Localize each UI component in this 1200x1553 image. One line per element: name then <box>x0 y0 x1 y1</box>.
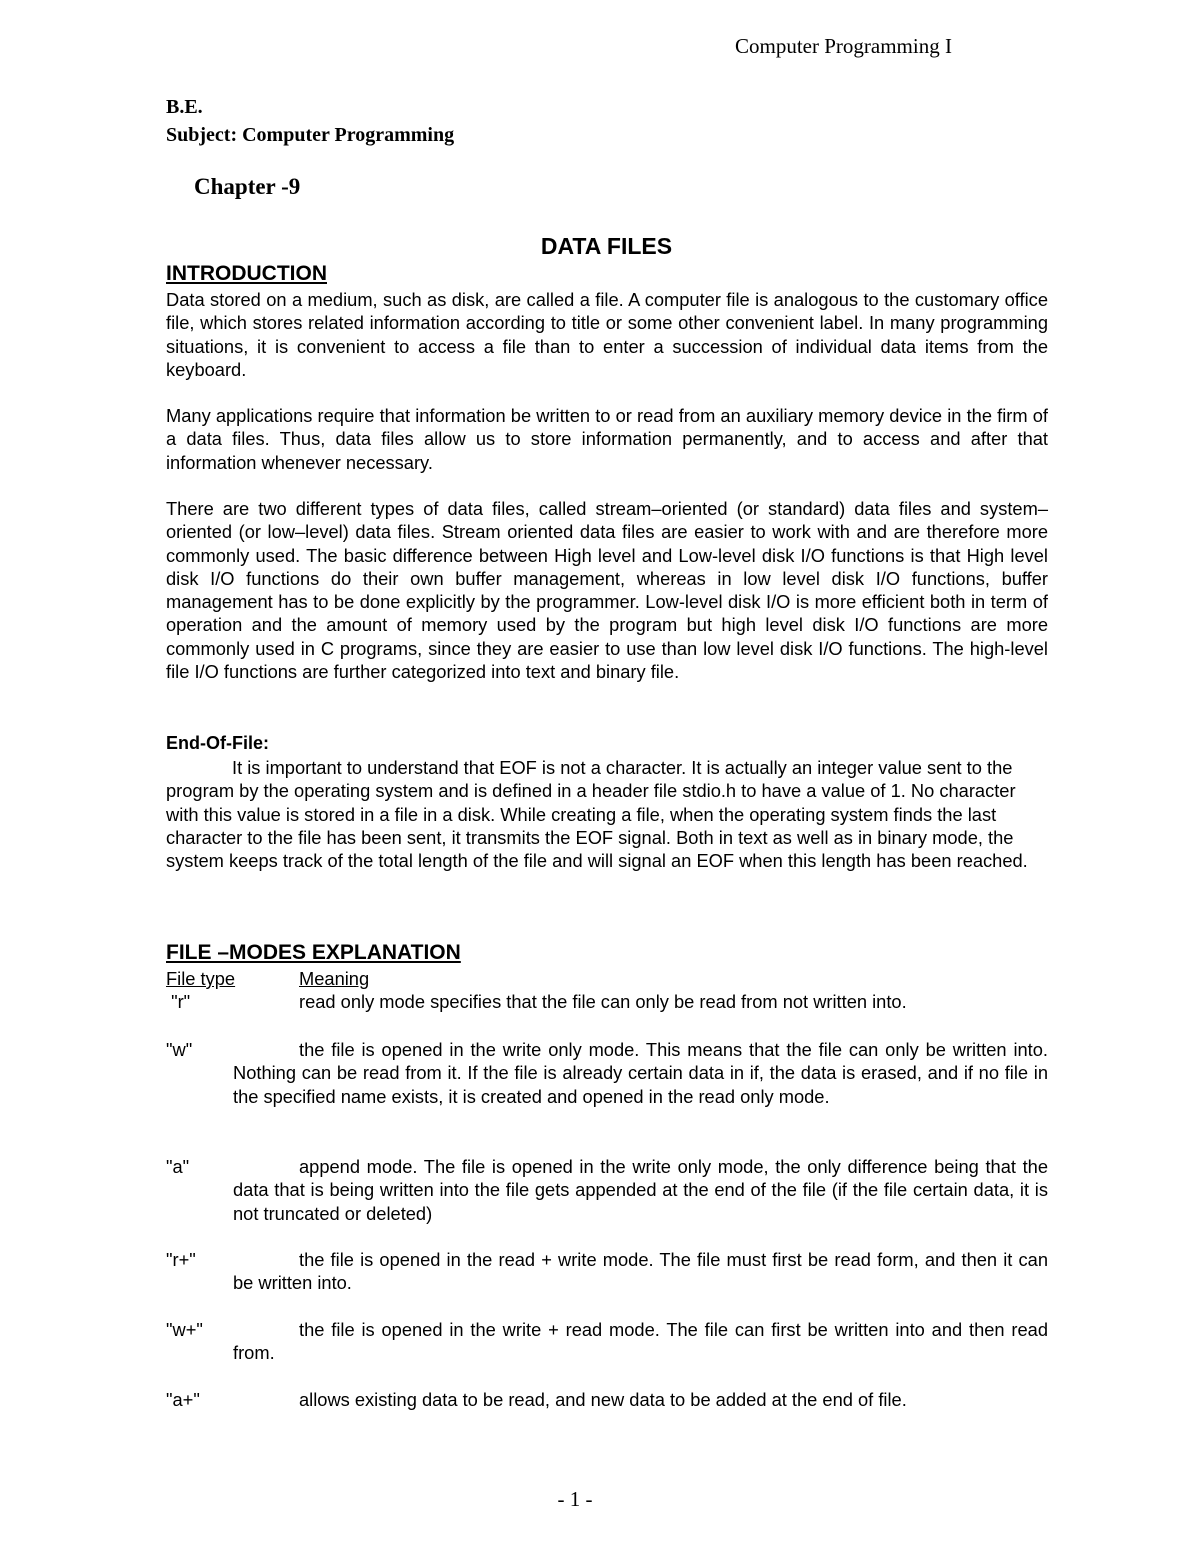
file-mode-meaning: read only mode specifies that the file can only be read from not written into. <box>299 991 907 1012</box>
file-mode-meaning: allows existing data to be read, and new data to be added at the end of file. <box>299 1389 907 1410</box>
file-mode-meaning: append mode. The file is opened in the write only mode, the only difference being that the data that is being written into the file gets appended at the end of the file (if the file certain data, it is not truncated or deleted) <box>233 1156 1048 1224</box>
file-mode-meaning: the file is opened in the write + read mode. The file can first be written into and then read from. <box>233 1319 1048 1364</box>
file-mode-row <box>166 1155 1048 1225</box>
chapter-label: Chapter -9 <box>194 174 301 199</box>
file-mode-row <box>166 1388 1048 1411</box>
running-header: Computer Programming I <box>735 34 952 58</box>
file-mode-key: "a+" <box>166 1389 200 1410</box>
introduction-paragraph-1: Data stored on a medium, such as disk, are called a file. A computer file is analogous to the customary office file, which stores related information according to title or some other convenient label. In many programming situations, it is convenient to access a file than to enter a succession of individual data items from the keyboard. <box>166 289 1048 380</box>
file-mode-key: "r+" <box>166 1249 196 1270</box>
page-number: - 1 - <box>557 1487 593 1511</box>
page-title: DATA FILES <box>540 233 673 259</box>
introduction-heading: INTRODUCTION <box>166 262 327 285</box>
file-mode-key: "w+" <box>166 1319 203 1340</box>
subject-label: Subject: Computer Programming <box>166 124 455 146</box>
file-modes-heading: FILE –MODES EXPLANATION <box>166 941 461 964</box>
eof-paragraph: It is important to understand that EOF is not a character. It is actually an integer value sent to the program by the operating system and is defined in a header file stdio.h to have a value of 1. No character with this value is stored in a file in a disk. While creating a file, when the operating system finds the last character to the file has been sent, it transmits the EOF signal. Both in text as well as in binary mode, the system keeps track of the total length of the file and will signal an EOF when this length has been reached. <box>166 757 1028 872</box>
file-mode-key: "a" <box>166 1156 190 1177</box>
eof-heading: End-Of-File: <box>166 733 269 753</box>
introduction-paragraph-2: Many applications require that information be written to or read from an auxiliary memory device in the firm of a data files. Thus, data files allow us to store information permanently, and to access and after that information whenever necessary. <box>166 405 1048 473</box>
introduction-paragraph-3: There are two different types of data files, called stream–oriented (or standard) data files and system–oriented (or low–level) data files. Stream oriented data files are easier to work with and are therefore more commonly used. The basic difference between High level and Low-level disk I/O functions is that High level disk I/O functions do their own buffer management, whereas in low level disk I/O functions, buffer management has to be done explicitly by the programmer. Low-level disk I/O is more efficient both in term of operation and the amount of memory used by the program but high level disk I/O functions are more commonly used in C programs, since they are easier to use than low level disk I/O functions. The high-level file I/O functions are further categorized into text and binary file. <box>166 498 1048 683</box>
file-mode-row <box>166 1318 1048 1365</box>
file-mode-row <box>166 990 1048 1013</box>
file-mode-row <box>166 1038 1048 1108</box>
file-mode-row <box>166 1248 1048 1295</box>
file-mode-key: "w" <box>166 1039 193 1060</box>
file-mode-meaning: the file is opened in the read + write mode. The file must first be read form, and then it can be written into. <box>233 1249 1048 1294</box>
column-header-file-type: File type <box>166 968 236 989</box>
column-header-meaning: Meaning <box>299 968 370 989</box>
file-mode-key: "r" <box>166 991 191 1012</box>
file-mode-meaning: the file is opened in the write only mode. This means that the file can only be written into. Nothing can be read from it. If the file is already certain data in if, the data is erased, and if no file in the specified name exists, it is created and opened in the read only mode. <box>233 1039 1048 1107</box>
degree-label: B.E. <box>166 96 203 118</box>
